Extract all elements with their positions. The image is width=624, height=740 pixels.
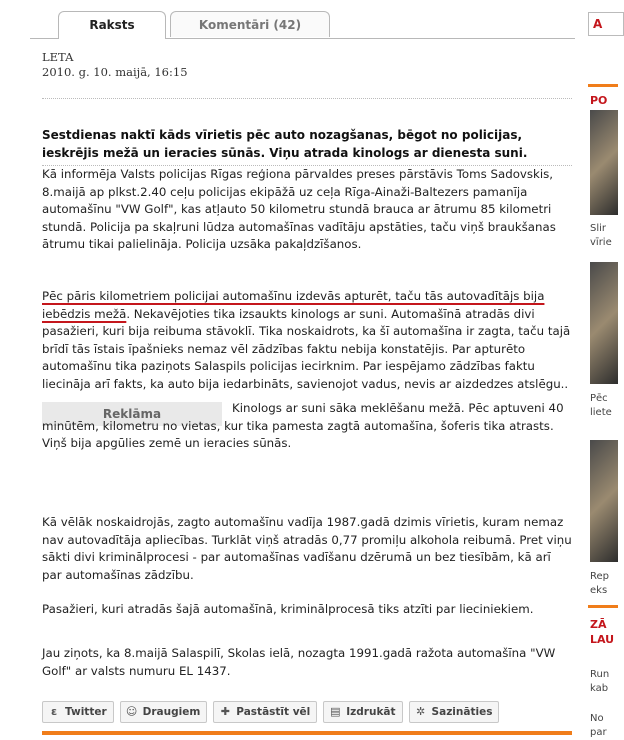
- sidebar-link[interactable]: Run: [590, 669, 610, 680]
- ad-label: Reklāma: [42, 402, 222, 426]
- article-meta: [42, 50, 188, 80]
- footer-accent-bar: [42, 731, 572, 735]
- article-lead: Sestdienas naktī kāds vīrietis pēc auto nozagšanas, bēgot no policijas, ieskrējis mežā un ieracies sūnās. Viņu atrada kinologs ar dienesta suni.: [42, 128, 528, 160]
- right-sidebar: [588, 0, 615, 740]
- sidebar-section-title[interactable]: ZĀ: [590, 618, 607, 631]
- paragraph-1: Kā informēja Valsts policijas Rīgas reģiona pārvaldes preses pārstāvis Toms Sadovskis, 8.maijā ap plkst.2.40 ceļu policijas ekipāžā uz ceļa Rīga-Ainaži-Baltezers pamanīja automašīnu "VW Golf", kas atļauto 50 kilometru stundā brauca ar ātrumu 85 kilometri stundā. Policija pa skaļruni lūdza automašīnas vadītāju apstāties, taču viņš braukšanas ātrumu tikai palielināja. Policija uzsāka pakaļdzīšanos.: [42, 167, 556, 251]
- paragraph-6: Jau ziņots, ka 8.maijā Salaspilī, Skolas ielā, nozagta 1991.gadā ražota automašīna "VW Golf" ar valsts numuru EL 1437.: [42, 646, 556, 678]
- sidebar-section-title[interactable]: LAU: [590, 633, 615, 646]
- sidebar-caption[interactable]: liete: [590, 407, 612, 418]
- tab-comments[interactable]: Komentāri (42): [170, 11, 330, 37]
- sidebar-accent: [588, 605, 618, 608]
- network-icon: ✲: [415, 705, 426, 718]
- sidebar-thumbnail[interactable]: [590, 110, 618, 215]
- paragraph-2-rest: . Nekavējoties tika izsaukts kinologs ar suni. Automašīnā atradās divi pasažieri, kuri bija reibuma stāvoklī. Tika noskaidrots, ka šī automašīna ir zagta, taču tajā brīdī tās īstais īpašnieks nemaz vēl zādzības faktu nebija konstatējis. Par apturēto automašīnu tika paziņots Salaspils policijas iecirknim. Par iespējamo zādzības faktu liecināja arī fakts, ka auto bija iedarbināts, savienojot vadus, nevis ar aizdedzes atslēgu..: [42, 306, 571, 391]
- sidebar-section-title[interactable]: PO: [590, 94, 608, 107]
- paragraph-3: Kinologs ar suni sāka meklēšanu mežā. Pēc aptuveni 40 minūtēm, kilometru no vietas, kur tika pamesta zagtā automašīna, šoferis tika atrasts. Viņš bija apgūlies zemē un ieracies sūnās.: [42, 401, 564, 450]
- sidebar-caption[interactable]: Pēc: [590, 393, 608, 404]
- share-bar: [42, 701, 499, 723]
- sidebar-caption[interactable]: Rep: [590, 571, 609, 582]
- draugiem-icon: ☺: [125, 705, 138, 718]
- sidebar-caption[interactable]: eks: [590, 585, 608, 596]
- connect-button[interactable]: ✲ Sazināties: [409, 701, 500, 723]
- plus-icon: ✚: [220, 705, 230, 718]
- printer-icon: ▤: [330, 705, 341, 718]
- underlined-sentence: Pēc pāris kilometriem policijai automašīnu izdevās apturēt, taču tās autovadītājs bija iebēdzis mežā: [42, 289, 545, 321]
- sidebar-thumbnail[interactable]: [590, 262, 618, 384]
- sidebar-caption[interactable]: vīrie: [590, 237, 612, 248]
- sidebar-thumbnail[interactable]: [590, 440, 618, 562]
- article-source: LETA: [42, 50, 74, 64]
- paragraph-4: Kā vēlāk noskaidrojās, zagto automašīnu vadīja 1987.gadā dzimis vīrietis, kuram nemaz nav autovadītāja apliecības. Turklāt viņš atradās 0,77 promiļu alkohola reibumā. Pret viņu sākti divi kriminālprocesi - par automašīnas vadīšanu dzērumā un bez tiesībām, kā arī par automašīnas zādzību.: [42, 515, 572, 582]
- twitter-icon: ε: [50, 705, 58, 718]
- twitter-button[interactable]: ε Twitter: [42, 701, 114, 723]
- sidebar-accent: [588, 84, 618, 87]
- tell-more-button[interactable]: ✚ Pastāstīt vēl: [213, 701, 317, 723]
- article-date: 2010. g. 10. maijā, 16:15: [42, 65, 188, 79]
- paragraph-5: Pasažieri, kuri atradās šajā automašīnā, kriminālprocesā tiks atzīti par lieciniekiem.: [42, 602, 534, 616]
- sidebar-link[interactable]: par: [590, 727, 607, 738]
- sidebar-top-box[interactable]: A: [588, 12, 624, 36]
- draugiem-button[interactable]: ☺ Draugiem: [120, 701, 208, 723]
- sidebar-caption[interactable]: Slir: [590, 223, 607, 234]
- article-tabs: [30, 0, 575, 39]
- sidebar-link[interactable]: kab: [590, 683, 609, 694]
- divider: [42, 98, 572, 99]
- sidebar-link[interactable]: No: [590, 713, 604, 724]
- print-button[interactable]: ▤ Izdrukāt: [323, 701, 402, 723]
- article-panel: [30, 0, 575, 740]
- tab-article[interactable]: Raksts: [58, 11, 166, 39]
- paragraph-2: [42, 288, 574, 393]
